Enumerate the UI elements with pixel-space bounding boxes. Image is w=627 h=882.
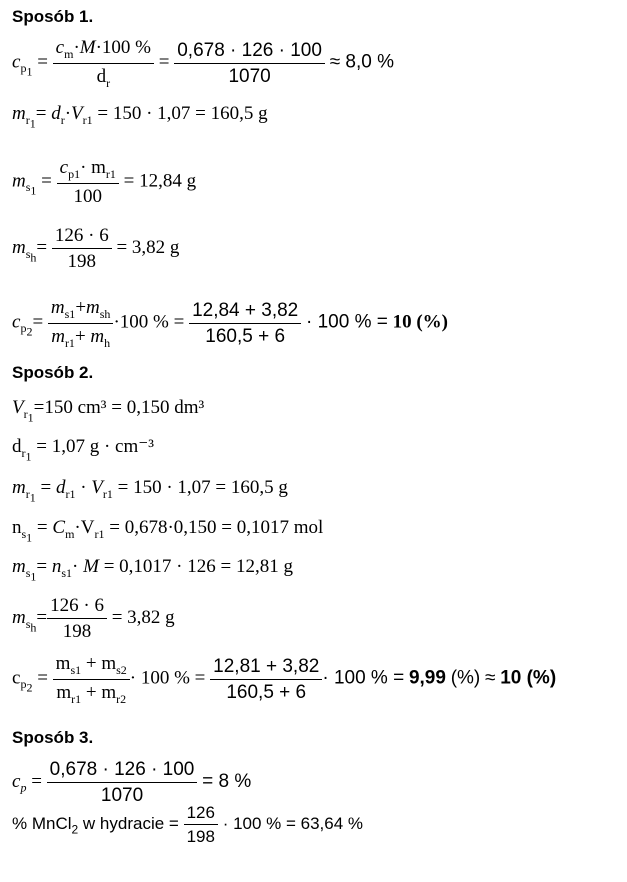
equation-cp2: $c_{p_2}=$ $\frac{m_{s1}+m_{sh}}{m_{r1}+ m_h}$ ·100 % = $\frac{12,84 + 3,82}{160,5 + 6}$ · 100 % = 10 (%)	[12, 297, 449, 350]
equation-mncl2-percent: % MnCl$_2$ w hydracie = $\frac{126}{198}$ · 100 % = 63,64 %	[12, 803, 364, 846]
heading-method-2: Sposób 2.	[12, 363, 94, 382]
equation-cp: $c_p$ = $\frac{0,678 \cdot 126 \cdot 100}{1070}$ = 8 %	[12, 759, 252, 806]
equation-cp1: $c_{p_1}$ = $\frac{c_m\cdot M\cdot 100 \%}{d_r}$ = $\frac{0,678 \cdot 126 \cdot 100}{1070}$ ≈ 8,0 %	[12, 37, 394, 90]
equation-cp2-b: $c_{p_2}$ = $\frac{m_{s1} + m_{s2}}{m_{r1} + m_{r2}}$ · 100 % = $\frac{12,81 + 3,82}{160,5 + 6}$ · 100 % = 9,99 (%) ≈ 10 (%)	[12, 653, 557, 706]
fraction: $\frac{c_m\cdot M\cdot 100 \%}{d_r}$	[53, 38, 154, 89]
equation-ns1: $n_{s_1} = C_m\cdot V_{r1} = 0,678\cdot 0,150 = 0,1017$ mol	[12, 517, 324, 545]
equation-mr1-b: $m_{r_1} = d_{r1} \cdot V_{r1} = 150 \cdot 1,07 = 160,5$ g	[12, 477, 288, 505]
heading-method-3: Sposób 3.	[12, 728, 94, 747]
fraction: $\frac{0,678 \cdot 126 \cdot 100}{1070}$	[174, 41, 325, 86]
heading-method-1: Sposób 1.	[12, 7, 94, 26]
equation-ms1: $m_{s_1}$ = $\frac{c_{p1}\cdot m_{r1}}{100}$ = 12,84 g	[12, 157, 197, 207]
equation-mr1: $m_{r_1}= d_r\cdot V_{r1} = 150 \cdot 1,07 = 160,5$ g	[12, 103, 268, 131]
equation-ms1-b: $m_{s_1}= n_{s1}\cdot M = 0,1017 \cdot 126 = 12,81$ g	[12, 556, 293, 584]
equation-vr1: $V_{r_1}=150$ cm³ = 0,150 dm³	[12, 397, 205, 425]
equation-dr1: $d_{r_1} = 1,07$ g · cm⁻³	[12, 436, 154, 464]
equation-msh: $m_{s_h}=$ $\frac{126 \cdot 6}{198}$ = 3,82 g	[12, 225, 180, 272]
equation-msh-b: $m_{s_h}=$ $\frac{126 \cdot 6}{198}$ = 3,82 g	[12, 595, 175, 642]
